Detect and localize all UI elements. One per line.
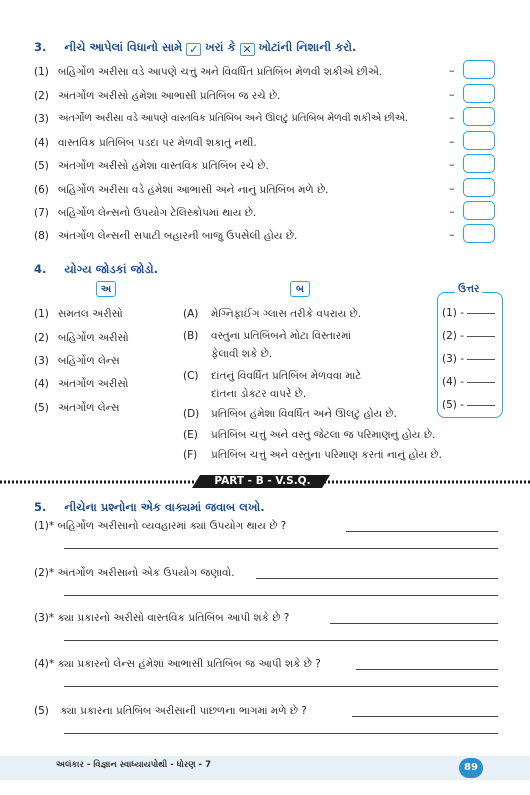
tf-item-text: અંતર્ગોળ અરીસો હંમેશા આભાસી પ્રતિબિંબ જ રચે છે. <box>58 90 281 102</box>
vsq-text: બહિર્ગોળ અરીસાનો વ્યવહારમાં ક્યાં ઉપયોગ થાય છે ? <box>57 520 287 532</box>
vsq-question <box>34 520 286 533</box>
section-4-heading <box>34 262 158 277</box>
left-item-text: અંતર્ગોળ અરીસો <box>58 378 129 390</box>
true-mark-icon: ✓ <box>186 43 201 56</box>
section-3-title-part1: નીચે આપેલાં વિધાનો સામે <box>64 40 183 54</box>
section-5-heading <box>34 500 265 515</box>
answer-blank[interactable] <box>467 382 495 383</box>
tf-dash: – <box>449 111 455 124</box>
left-item-number: (2) <box>34 332 49 344</box>
tf-answer-box[interactable] <box>463 131 495 150</box>
tf-answer-box[interactable] <box>463 224 495 243</box>
answer-label: ઉત્તર <box>455 283 482 296</box>
answer-line[interactable] <box>64 595 498 596</box>
column-b-label: બ <box>290 281 310 297</box>
vsq-number: (4)* <box>34 658 55 670</box>
section-3-heading <box>34 40 356 56</box>
right-item-text: પ્રતિબિંબ હંમેશા વિવર્ધિત અને ઊલટું હોય છે. <box>211 408 397 420</box>
answer-row[interactable] <box>442 330 495 342</box>
page-number: 89 <box>459 758 483 778</box>
answer-blank[interactable] <box>467 336 495 337</box>
tf-item-text: અંતર્ગોળ લેન્સની સપાટી બહારની બાજુ ઉપસેલી હોય છે. <box>58 230 298 242</box>
right-item-text: દાંતનું વિવર્ધિત પ્રતિબિંબ મેળવવા માટે <box>211 370 362 382</box>
tf-item-number: (7) <box>34 207 49 219</box>
tf-item-text: અંતર્ગોળ અરીસા વડે આપણે વાસ્તવિક પ્રતિબિંબ અને ઊલટું પ્રતિબિંબ મેળવી શકીએ છીએ. <box>58 113 408 124</box>
answer-row-label: (1) - <box>442 307 464 319</box>
tf-answer-box[interactable] <box>463 107 495 126</box>
section-4-number: 4. <box>34 262 47 276</box>
right-item-letter: (E) <box>183 429 198 441</box>
right-item-text-cont: દાંતના ડોક્ટર વાપરે છે. <box>211 388 307 400</box>
tf-item-number: (4) <box>34 137 49 149</box>
answer-line[interactable] <box>64 733 498 734</box>
footer-text: અલંકાર - વિજ્ઞાન સ્વાધ્યાયપોથી - ધોરણ - 7 <box>56 760 212 770</box>
right-item-letter: (C) <box>183 370 199 382</box>
left-item-text: અંતર્ગોળ લેન્સ <box>58 402 120 414</box>
right-item-letter: (D) <box>183 408 200 420</box>
tf-item-text: બહિર્ગોળ અરીસા વડે આપણે ચત્તું અને વિવર્ધિત પ્રતિબિંબ મેળવી શકીએ છીએ. <box>58 66 383 78</box>
left-item-number: (5) <box>34 402 49 414</box>
answer-line[interactable] <box>330 623 498 624</box>
section-3-title-part2: ખરાં કે <box>205 40 236 54</box>
tf-item-number: (1) <box>34 66 49 78</box>
right-item-letter: (B) <box>183 330 199 342</box>
answer-line[interactable] <box>352 716 498 717</box>
section-4-title: યોગ્ય જોડકાં જોડો. <box>64 262 158 276</box>
vsq-question <box>34 612 289 625</box>
left-item-text: સમતલ અરીસો <box>58 308 123 320</box>
tf-dash: – <box>449 228 455 241</box>
answer-blank[interactable] <box>467 313 495 314</box>
left-item-number: (3) <box>34 355 49 367</box>
tf-answer-box[interactable] <box>463 154 495 173</box>
answer-line[interactable] <box>64 686 498 687</box>
tf-item-text: બહિર્ગોળ લેન્સનો ઉપયોગ ટેલિસ્કોપમાં થાય છે. <box>58 207 257 219</box>
answer-line[interactable] <box>256 578 498 579</box>
section-5-title: નીચેના પ્રશ્નોના એક વાક્યમાં જવાબ લખો. <box>64 500 265 514</box>
vsq-text: ક્યા પ્રકારના પ્રતિબિંબ અરીસાની પાછળના ભાગમાં મળે છે ? <box>60 705 307 717</box>
banner-title: PART - B - V.S.Q. <box>214 475 311 487</box>
column-a-label: અ <box>96 281 116 297</box>
answer-row[interactable] <box>442 353 495 365</box>
vsq-question <box>34 567 235 580</box>
right-item-letter: (A) <box>183 308 199 320</box>
right-item-text-cont: ફેલાવી શકે છે. <box>211 348 273 360</box>
tf-item-text: અંતર્ગોળ અરીસો હંમેશા વાસ્તવિક પ્રતિબિંબ રચે છે. <box>58 160 269 172</box>
vsq-number: (2)* <box>34 567 55 579</box>
tf-dash: – <box>449 64 455 77</box>
left-item-number: (4) <box>34 378 49 390</box>
false-mark-icon: ✕ <box>240 43 255 56</box>
right-item-text: મેગ્નિફાઈંગ ગ્લાસ તરીકે વપરાય છે. <box>211 308 362 320</box>
tf-dash: – <box>449 182 455 195</box>
right-item-letter: (F) <box>183 449 198 461</box>
tf-item-number: (3) <box>34 113 49 125</box>
vsq-text: ક્યા પ્રકારનો અરીસો વાસ્તવિક પ્રતિબિંબ આપી શકે છે ? <box>57 612 290 624</box>
tf-answer-box[interactable] <box>463 60 495 79</box>
vsq-text: ક્યા પ્રકારનો લેન્સ હંમેશાં આભાસી પ્રતિબિંબ જ આપી શકે છે ? <box>57 658 321 670</box>
vsq-text: અંતર્ગોળ અરીસાનો એક ઉપયોગ જણાવો. <box>57 567 235 579</box>
answer-row-label: (4) - <box>442 376 464 388</box>
answer-row-label: (2) - <box>442 330 464 342</box>
right-item-text: પ્રતિબિંબ ચત્તું અને વસ્તુના પરિમાણ કરતાં નાનું હોય છે. <box>211 449 442 461</box>
left-item-number: (1) <box>34 308 49 320</box>
tf-dash: – <box>449 205 455 218</box>
tf-item-number: (5) <box>34 160 49 172</box>
answer-line[interactable] <box>64 640 498 641</box>
tf-item-text: બહિર્ગોળ અરીસા વડે હંમેશાં આભાસી અને નાનું પ્રતિબિંબ મળે છે. <box>58 184 329 196</box>
tf-answer-box[interactable] <box>463 84 495 103</box>
vsq-number: (1)* <box>34 520 55 532</box>
answer-blank[interactable] <box>467 359 495 360</box>
answer-row[interactable] <box>442 307 495 319</box>
answer-row-label: (3) - <box>442 353 464 365</box>
tf-dash: – <box>449 135 455 148</box>
answer-line[interactable] <box>64 548 498 549</box>
tf-item-number: (6) <box>34 184 49 196</box>
tf-item-number: (2) <box>34 90 49 102</box>
tf-dash: – <box>449 158 455 171</box>
answer-row[interactable] <box>442 376 495 388</box>
answer-blank[interactable] <box>467 405 495 406</box>
vsq-number: (3)* <box>34 612 55 624</box>
vsq-question <box>34 658 321 671</box>
answer-row-label: (5) - <box>442 399 464 411</box>
tf-dash: – <box>449 88 455 101</box>
tf-item-text: વાસ્તવિક પ્રતિબિંબ પડદા પર મેળવી શકાતું નથી. <box>58 137 257 149</box>
left-item-text: બહિર્ગોળ લેન્સ <box>58 355 120 367</box>
tf-answer-box[interactable] <box>463 178 495 197</box>
right-item-text: પ્રતિબિંબ ચત્તું અને વસ્તુ જેટલા જ પરિમાણનું હોય છે. <box>211 429 436 441</box>
left-item-text: બહિર્ગોળ અરીસો <box>58 332 129 344</box>
section-3-number: 3. <box>34 40 47 54</box>
section-3-title-part3: ખોટાંની નિશાની કરો. <box>258 40 357 54</box>
vsq-question <box>34 705 307 718</box>
answer-line[interactable] <box>346 531 498 532</box>
section-5-number: 5. <box>34 500 47 514</box>
tf-item-number: (8) <box>34 230 49 242</box>
vsq-number: (5) <box>34 705 49 717</box>
answer-line[interactable] <box>356 669 498 670</box>
answer-row[interactable] <box>442 399 495 411</box>
tf-answer-box[interactable] <box>463 201 495 220</box>
right-item-text: વસ્તુના પ્રતિબિંબને મોટા વિસ્તારમાં <box>211 330 352 342</box>
